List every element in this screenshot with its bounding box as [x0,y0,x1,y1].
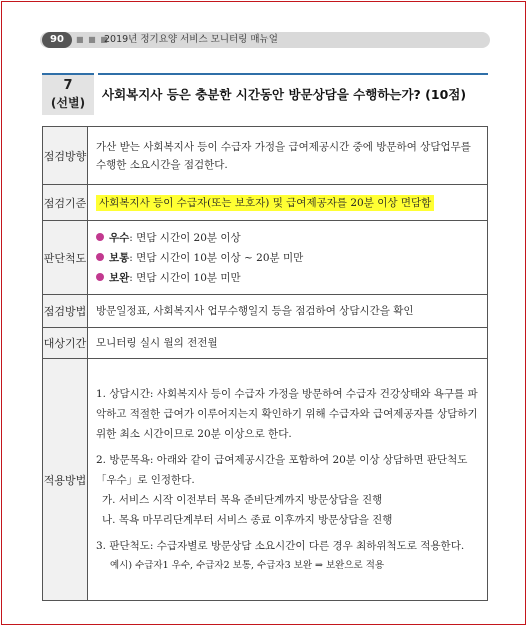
apply-item-2: 2. 방문목욕: 아래와 같이 급여제공시간을 포함하여 20분 이상 상담하면 판단척도「우수」로 인정한다. [96,453,468,486]
inspection-table [42,126,488,601]
apply-item-2b: 나. 목욕 마무리단계부터 서비스 종료 이후까지 방문상담을 진행 [102,513,393,526]
apply-example: 예시) 수급자1 우수, 수급자2 보통, 수급자3 보완 ⇒ 보완으로 적용 [110,559,385,571]
apply-item-1: 1. 상담시간: 사회복지사 등이 수급자 가정을 방문하여 수급자 건강상태와 욕구를 파악하고 적절한 급여가 이루어지는지 확인하기 위해 수급자와 급여제공자를 상담하기 위한 최소 시간이므로 20분 이상으로 한다. [96,387,478,440]
scale-desc: : 면담 시간이 10분 미만 [129,271,241,284]
header-dots: ■ ■ ■ [76,35,109,44]
row-method [43,295,488,328]
period-text: 모니터링 실시 월의 전전월 [88,328,488,359]
row-direction [43,127,488,185]
row-apply [43,359,488,601]
apply-item-2a: 가. 서비스 시작 이전부터 목욕 준비단계까지 방문상담을 진행 [102,493,383,506]
item-number-box [42,73,94,115]
row-label-period: 대상기간 [43,328,88,359]
row-label-apply: 적용방법 [43,359,88,601]
page-number: 90 [42,32,72,48]
scale-desc: : 면담 시간이 20분 이상 [129,231,241,244]
scale-item [96,268,481,288]
bullet-dot-icon [96,233,104,241]
bullet-dot-icon [96,273,104,281]
direction-text: 가산 받는 사회복지사 등이 수급자 가정을 급여제공시간 중에 방문하여 상담업무를 수행한 소요시간을 점검한다. [88,127,488,185]
row-criteria [43,185,488,221]
row-scale [43,221,488,295]
bullet-dot-icon [96,253,104,261]
scale-grade: 우수 [109,231,130,244]
scale-grade: 보통 [109,251,130,264]
method-text: 방문일정표, 사회복지사 업무수행일지 등을 점검하여 상담시간을 확인 [88,295,488,328]
scale-item [96,228,481,248]
scale-grade: 보완 [109,271,130,284]
row-label-direction: 점검방향 [43,127,88,185]
criteria-highlight-text: 사회복지사 등이 수급자(또는 보호자) 및 급여제공자를 20분 이상 면담함 [96,195,434,211]
row-period [43,328,488,359]
scale-desc: : 면담 시간이 10분 이상 ~ 20분 미만 [129,251,304,264]
item-label: (선별) [50,96,86,110]
row-label-method: 점검방법 [43,295,88,328]
item-number: 7 [63,78,73,93]
header-title: 2019년 정기요양 서비스 모니터링 매뉴얼 [104,34,278,45]
row-label-scale: 판단척도 [43,221,88,295]
scale-item [96,248,481,268]
item-title: 사회복지사 등은 충분한 시간동안 방문상담을 수행하는가? (10점) [98,73,488,115]
apply-item-3: 3. 판단척도: 수급자별로 방문상담 소요시간이 다른 경우 최하위척도로 적용한다. [96,539,465,552]
row-label-criteria: 점검기준 [43,185,88,221]
